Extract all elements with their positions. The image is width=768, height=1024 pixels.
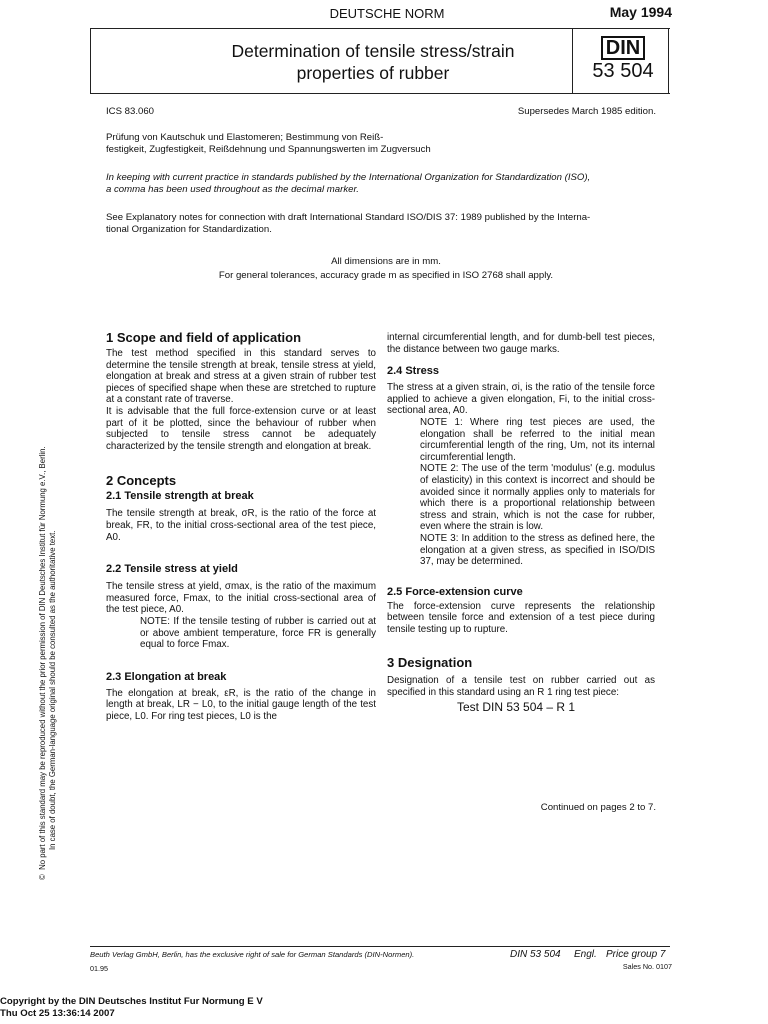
footer-sales-number: Sales No. 0107 xyxy=(622,962,672,971)
designation-example: Test DIN 53 504 – R 1 xyxy=(457,699,576,714)
explanatory-line-2: tional Organization for Standardization. xyxy=(106,224,272,235)
section-2-4-paragraph: The stress at a given strain, σi, is the ratio of the tensile force applied to achieve a given elongation, Fi, to the initial cross-sectional area, A0. xyxy=(387,382,655,417)
side-text-line-1: No part of this standard may be reproduced without the prior permission of DIN Deutsches Institut für Normung e.V., Berlin. xyxy=(38,446,47,870)
side-line-1 xyxy=(38,280,48,880)
tolerances-note: For general tolerances, accuracy grade m as specified in ISO 2768 shall apply. xyxy=(218,270,554,281)
copyright-line-1: Copyright by the DIN Deutsches Institut Fur Normung E V xyxy=(0,996,263,1007)
section-3-heading: 3 Designation xyxy=(387,655,473,671)
dimensions-note: All dimensions are in mm. xyxy=(331,256,441,267)
decimal-note-line-2: a comma has been used throughout as the decimal marker. xyxy=(106,184,359,195)
document-title xyxy=(178,40,568,84)
section-2-3-paragraph: The elongation at break, εR, is the ratio of the change in length at break, LR − L0, to the initial gauge length of the test piece, L0. For ring test pieces, L0 is the xyxy=(106,687,376,722)
section-1-paragraph-2: It is advisable that the full force-extension curve or at least part of it be plotted, since the behaviour of rubber when subjected to tensile stress cannot be adequately characterized by the tensile strength and elongation at break. xyxy=(106,405,376,452)
section-2-2-note: NOTE: If the tensile testing of rubber is carried out at or above ambient temperature, force FR is generally equal to force Fmax. xyxy=(140,615,376,651)
footer-price-group: Price group 7 xyxy=(606,949,666,960)
title-line-1: Determination of tensile stress/strain xyxy=(231,41,515,61)
decimal-marker-note xyxy=(106,172,666,196)
section-2-4-note-2: NOTE 2: The use of the term 'modulus' (e.g. modulus of elasticity) in this context is incorrect and should be avoided since it normally applies only to materials for which there is a proportional relationship between stress and strain, which is not the case for rubber, even where the strain is low. xyxy=(420,463,655,533)
explanatory-note xyxy=(106,212,666,236)
section-2-3-continuation: internal circumferential length, and for dumb-bell test pieces, the distance between two gauge marks. xyxy=(387,332,655,355)
din-logo xyxy=(593,36,653,60)
explanatory-line-1: See Explanatory notes for connection with draft International Standard ISO/DIS 37: 1989 published by the Interna- xyxy=(106,212,591,223)
supersedes-note: Supersedes March 1985 edition. xyxy=(517,106,656,117)
german-title xyxy=(106,132,666,156)
section-2-3-heading: 2.3 Elongation at break xyxy=(106,670,227,683)
ics-code: ICS 83.060 xyxy=(106,106,155,117)
frame-left-rule xyxy=(90,29,91,93)
copyright-symbol: © xyxy=(38,874,47,880)
left-column xyxy=(106,330,376,722)
side-reproduction-notice xyxy=(38,280,62,880)
footer-din-reference: DIN 53 504 xyxy=(510,949,561,960)
section-2-5-heading: 2.5 Force-extension curve xyxy=(387,585,523,598)
right-column xyxy=(387,332,655,714)
section-3-paragraph: Designation of a tensile test on rubber carried out as specified in this standard using an R 1 ring test piece: xyxy=(387,675,655,699)
section-2-1-paragraph: The tensile strength at break, σR, is the ratio of the force at break, FR, to the initial cross-sectional area of the test piece, A0. xyxy=(106,508,376,543)
publisher-note: Beuth Verlag GmbH, Berlin, has the exclusive right of sale for German Standards (DIN-Normen). xyxy=(90,950,415,959)
standard-type: DEUTSCHE NORM xyxy=(329,6,445,21)
frame-right-rule xyxy=(668,29,669,93)
section-1-paragraph-1: The test method specified in this standard serves to determine the tensile strength at break, tensile stress at yield, elongation at break and stress at a given strain of rubber test pieces of specified shape when these are stretched to rupture at a constant rate of traverse. xyxy=(106,348,376,406)
german-title-line-1: Prüfung von Kautschuk und Elastomeren; Bestimmung von Reiß- xyxy=(106,132,384,143)
section-2-1-heading: 2.1 Tensile strength at break xyxy=(106,490,254,503)
section-2-4-heading: 2.4 Stress xyxy=(387,365,439,378)
section-2-4-note-3: NOTE 3: In addition to the stress as defined here, the elongation at a given stress, as specified in ISO/DIS 37, may be determined. xyxy=(420,532,655,568)
german-title-line-2: festigkeit, Zugfestigkeit, Reißdehnung und Spannungswerten im Zugversuch xyxy=(106,144,431,155)
continued-note: Continued on pages 2 to 7. xyxy=(540,802,656,813)
frame-divider-rule xyxy=(572,29,573,93)
side-text-line-2: In case of doubt, the German-language original should be consulted as the authoritative text. xyxy=(48,530,57,850)
section-2-5-paragraph: The force-extension curve represents the relationship between tensile force and extension of a test piece during tensile testing up to rupture. xyxy=(387,600,655,635)
din-number: 53 504 xyxy=(592,60,654,82)
section-2-2-paragraph: The tensile stress at yield, σmax, is the ratio of the maximum measured force, Fmax, to the initial cross-sectional area of the test piece, A0. xyxy=(106,581,376,616)
din-logo-text: DIN xyxy=(601,36,645,60)
footer-rule xyxy=(90,946,670,947)
title-line-2: properties of rubber xyxy=(296,63,450,83)
section-2-2-heading: 2.2 Tensile stress at yield xyxy=(106,563,238,576)
edition-code: 01.95 xyxy=(90,964,108,973)
publication-date: May 1994 xyxy=(609,4,672,20)
section-2-4-note-1: NOTE 1: Where ring test pieces are used, the elongation shall be referred to the initial mean circumferential length of the ring, Um, not its internal circumferential length. xyxy=(420,416,655,463)
section-1-heading: 1 Scope and field of application xyxy=(106,330,302,345)
decimal-note-line-1: In keeping with current practice in standards published by the International Organization for Standardization (ISO), xyxy=(106,172,591,183)
section-2-heading: 2 Concepts xyxy=(106,473,177,489)
copyright-line-2: Thu Oct 25 13:36:14 2007 xyxy=(0,1008,115,1019)
copyright-stamp xyxy=(0,996,263,1020)
footer-language: Engl. xyxy=(574,949,597,960)
